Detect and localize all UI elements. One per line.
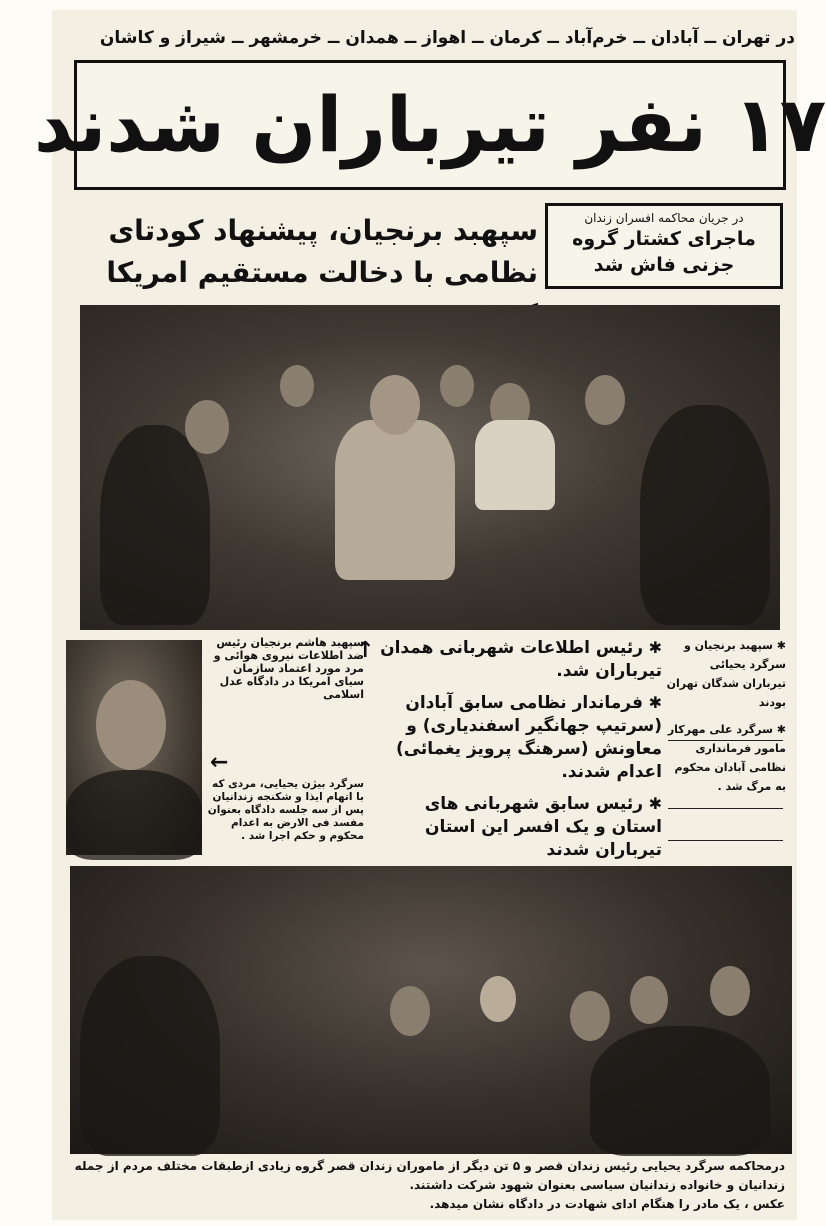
- arrow-left-icon: ←: [210, 750, 229, 775]
- center-paragraph-3: ✱ رئیس سابق شهربانی های استان و یک افسر این استان تیرباران شدند: [424, 794, 662, 860]
- asterisk-icon: ✱: [643, 794, 662, 813]
- photo-head: [390, 986, 430, 1036]
- photo-head: [280, 365, 314, 407]
- headline: ۱۷ نفر تیرباران شدند: [33, 80, 826, 169]
- cities-line: در تهران ــ آبادان ــ خرم‌آباد ــ کرمان ــ اهواز ــ همدان ــ خرمشهر ــ شیراز و کاشان: [99, 28, 795, 48]
- yahyaei-caption: سرگرد بیژن یحیایی، مردی که با اتهام ایذا و شکنجه زندانیان پس از سه جلسه دادگاه بعنوان مفسد فی الارض به اعدام محکوم و حکم اجرا شد .: [207, 778, 364, 842]
- caption-line-2: زندانیان و خانواده زندانیان سیاسی بعنوان شهود شرکت داشتند.: [409, 1178, 785, 1192]
- photo-head: [480, 976, 516, 1022]
- portrait-body: [66, 770, 202, 860]
- audience-photo: [70, 866, 792, 1154]
- headline-box: [33, 60, 826, 190]
- center-paragraph-2: ✱ فرماندار نظامی سابق آبادان (سرتیپ جهانگیر اسفندیاری) و معاونش (سرهنگ پرویز یغمائی) اعدام شدند.: [395, 693, 662, 782]
- portrait-head: [96, 680, 166, 770]
- asterisk-icon: ✱: [772, 723, 786, 736]
- photo-figure: [640, 405, 770, 625]
- photo-figure: [100, 425, 210, 625]
- subheadline-box-big: ماجرای کشتار گروه جزنی فاش شد: [572, 228, 756, 276]
- divider: [668, 740, 783, 741]
- subheadline-main: سپهبد برنجیان، پیشنهاد کودتای نظامی با دخالت مستقیم امریکا: [106, 214, 538, 289]
- asterisk-icon: ✱: [643, 693, 662, 712]
- asterisk-icon: ✱: [772, 639, 786, 652]
- right-column: [666, 636, 786, 804]
- photo-head: [710, 966, 750, 1016]
- photo-caption: [70, 1157, 785, 1217]
- photo-head: [440, 365, 474, 407]
- caption-line-1: درمحاکمه سرگرد یحیایی رئیس زندان قصر و ۵ تن دیگر از ماموران زندان قصر گروه زیادی ازطبقات مختلف مردم از جمله: [74, 1159, 785, 1173]
- photo-figure: [590, 1026, 770, 1156]
- right-paragraph-2: ✱ سرگرد علی مهرکار مامور فرمانداری نظامی آبادان محکوم به مرگ شد .: [667, 723, 786, 793]
- defendant-head: [370, 375, 420, 435]
- photo-head: [630, 976, 668, 1024]
- divider: [668, 840, 783, 841]
- courtroom-photo: [80, 305, 780, 630]
- photo-figure: [80, 956, 220, 1156]
- center-paragraph-1: ✱ رئیس اطلاعات شهربانی همدان تیرباران شد.: [380, 638, 662, 681]
- portrait-caption: سپهبد هاشم برنجیان رئیس ضد اطلاعات نیروی هوائی و مرد مورد اعتماد سازمان سیای امریکا در دادگاه عدل اسلامی: [213, 636, 364, 701]
- divider: [668, 808, 783, 809]
- photo-head: [185, 400, 229, 454]
- center-column: [372, 636, 662, 870]
- defendant-shirt: [335, 420, 455, 580]
- photo-head: [570, 991, 610, 1041]
- portrait-photo: [66, 640, 202, 855]
- photo-shirt: [475, 420, 555, 510]
- subheadline-box-small: در جریان محاکمه افسران زندان: [584, 211, 744, 225]
- subheadline-box: [545, 203, 783, 289]
- right-paragraph-1: ✱ سپهبد برنجیان و سرگرد یحیائی تیرباران شدگان تهران بودند: [666, 639, 786, 709]
- arrow-up-icon: ↑: [356, 638, 375, 663]
- caption-line-3: عکس ، یک مادر را هنگام ادای شهادت در دادگاه نشان میدهد.: [429, 1197, 785, 1211]
- photo-head: [585, 375, 625, 425]
- asterisk-icon: ✱: [643, 638, 662, 657]
